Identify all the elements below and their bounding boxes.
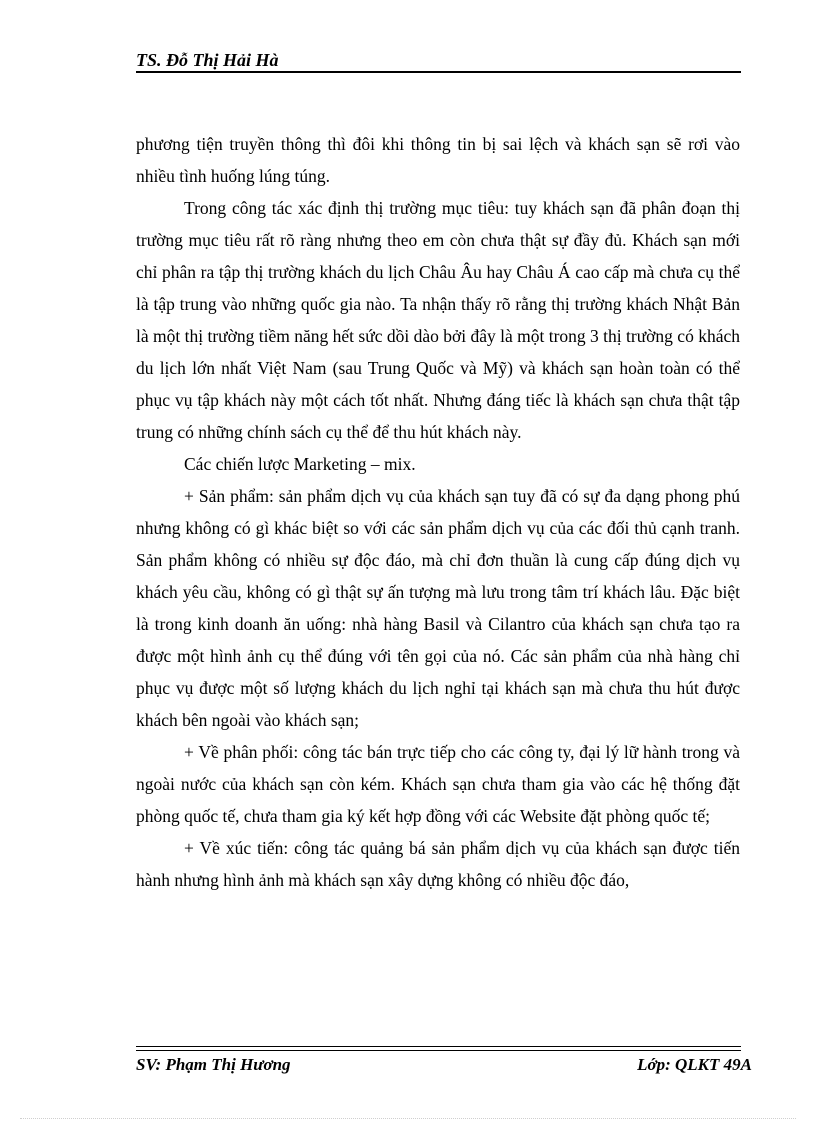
paragraph-6: + Về xúc tiến: công tác quảng bá sản phẩm dịch vụ của khách sạn được tiến hành nhưng hình ảnh mà khách sạn xây dựng không có nhiều độc đáo, <box>136 838 740 890</box>
footer-rule <box>136 1046 741 1051</box>
paragraph-4: + Sản phẩm: sản phẩm dịch vụ của khách sạn tuy đã có sự đa dạng phong phú nhưng không có gì khác biệt so với các sản phẩm dịch vụ của các đối thủ cạnh tranh. Sản phẩm không có nhiều sự độc đáo, mà chỉ đơn thuần là cung cấp đúng dịch vụ khách yêu cầu, không có gì thật sự ấn tượng mà lưu trong tâm trí khách lâu. Đặc biệt là trong kinh doanh ăn uống: nhà hàng Basil và Cilantro của khách sạn chưa tạo ra được một hình ảnh cụ thể đúng với tên gọi của nó. Các sản phẩm của nhà hàng chỉ phục vụ được một số lượng khách du lịch nghỉ tại khách sạn mà chưa thu hút được khách bên ngoài vào khách sạn; <box>136 486 740 730</box>
paragraph-2: Trong công tác xác định thị trường mục tiêu: tuy khách sạn đã phân đoạn thị trường mục tiêu rất rõ ràng nhưng theo em còn chưa thật sự đầy đủ. Khách sạn mới chỉ phân ra tập thị trường khách du lịch Châu Âu hay Châu Á cao cấp mà chưa cụ thể là tập trung vào những quốc gia nào. Ta nhận thấy rõ rằng thị trường khách Nhật Bản là một thị trường tiềm năng hết sức dồi dào bởi đây là một trong 3 thị trường có khách du lịch lớn nhất Việt Nam (sau Trung Quốc và Mỹ) và khách sạn hoàn toàn có thể phục vụ tập khách này một cách tốt nhất. Nhưng đáng tiếc là khách sạn chưa thật tập trung có những chính sách cụ thể để thu hút khách này. <box>136 198 740 442</box>
body-text <box>136 128 740 896</box>
header-rule <box>136 71 741 73</box>
footer-class: Lớp: QLKT 49A <box>637 1055 752 1074</box>
page-bottom-border <box>20 1118 796 1119</box>
header-author: TS. Đỗ Thị Hải Hà <box>136 50 279 70</box>
footer-student: SV: Phạm Thị Hương <box>136 1055 291 1074</box>
paragraph-3: Các chiến lược Marketing – mix. <box>184 454 416 474</box>
paragraph-1: phương tiện truyền thông thì đôi khi thông tin bị sai lệch và khách sạn sẽ rơi vào nhiều tình huống lúng túng. <box>136 134 740 186</box>
paragraph-5: + Về phân phối: công tác bán trực tiếp cho các công ty, đại lý lữ hành trong và ngoài nước của khách sạn còn kém. Khách sạn chưa tham gia vào các hệ thống đặt phòng quốc tế, chưa tham gia ký kết hợp đồng với các Website đặt phòng quốc tế; <box>136 742 740 826</box>
